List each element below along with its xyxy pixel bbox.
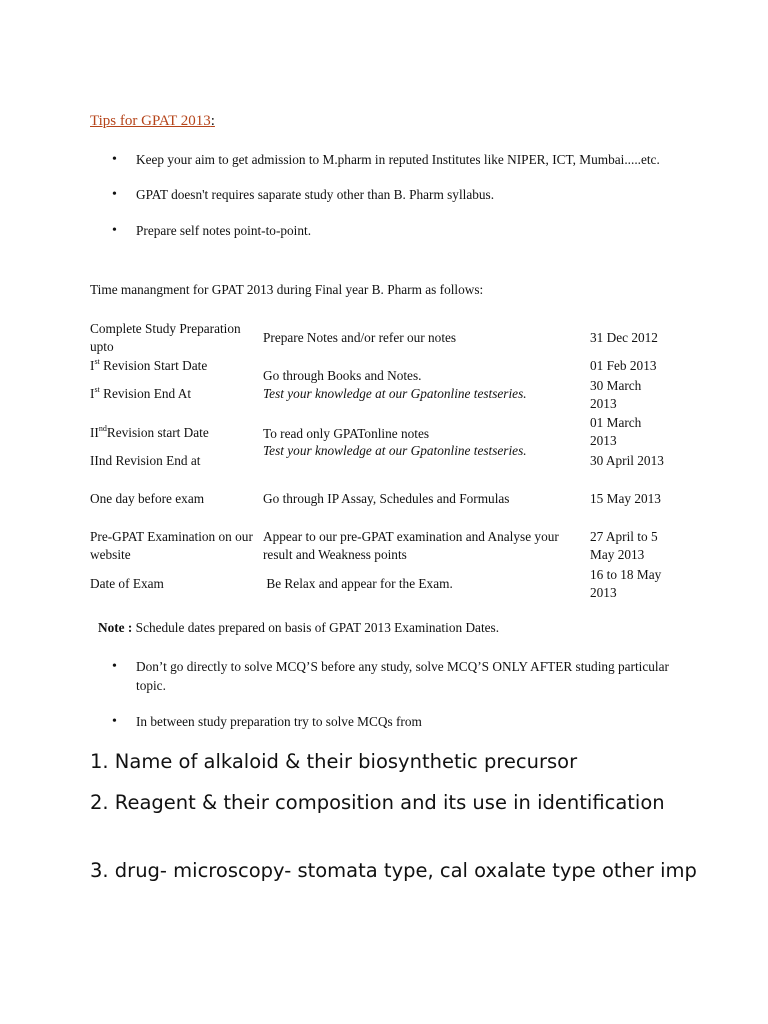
study-prep-date: 31 Dec 2012	[590, 330, 658, 345]
list-item: • Keep your aim to get admission to M.pharm in reputed Institutes like NIPER, ICT, Mumbai.....etc.	[112, 150, 672, 169]
rev2-start-label: IIndRevision start Date	[90, 424, 209, 440]
tips-list	[112, 150, 672, 240]
list-item: • In between study preparation try to solve MCQs from	[112, 712, 682, 731]
advice-list	[112, 657, 682, 731]
rev2-action: To read only GPATonline notes	[263, 426, 430, 441]
rev2-action-note: Test your knowledge at our Gpatonline testseries.	[263, 443, 527, 458]
study-prep-action: Prepare Notes and/or refer our notes	[263, 330, 457, 345]
day-before-action: Go through IP Assay, Schedules and Formulas	[263, 491, 510, 506]
schedule-note	[98, 620, 499, 636]
document-title: Tips for GPAT 2013:	[90, 113, 215, 129]
pre-gpat-action: Appear to our pre-GPAT examination and Analyse your result and Weakness points	[263, 529, 559, 562]
rev1-start-date: 01 Feb 2013	[590, 358, 657, 373]
rev1-end-label: Ist Revision End At	[90, 385, 192, 401]
exam-label: Date of Exam	[90, 576, 164, 591]
schedule-intro: Time manangment for GPAT 2013 during Final year B. Pharm as follows:	[90, 282, 484, 297]
rev1-action: Go through Books and Notes.	[263, 368, 422, 383]
topic-3: 3. drug- microscopy- stomata type, cal oxalate type other imp	[90, 859, 697, 882]
rev1-end-date: 30 March 2013	[590, 378, 642, 411]
day-before-label: One day before exam	[90, 491, 205, 506]
rev1-start-label: Ist Revision Start Date	[90, 357, 208, 373]
exam-action: Be Relax and appear for the Exam.	[263, 576, 453, 591]
day-before-date: 15 May 2013	[590, 491, 661, 506]
rev2-end-date: 30 April 2013	[590, 453, 664, 468]
rev2-start-date: 01 March 2013	[590, 415, 642, 448]
topic-1: 1. Name of alkaloid & their biosynthetic precursor	[90, 750, 578, 773]
rev2-end-label: IInd Revision End at	[90, 453, 201, 468]
rev1-action-note: Test your knowledge at our Gpatonline testseries.	[263, 386, 527, 401]
topic-2: 2. Reagent & their composition and its use in identification	[90, 791, 665, 814]
pre-gpat-date: 27 April to 5 May 2013	[590, 529, 658, 562]
list-item: • Prepare self notes point-to-point.	[112, 221, 672, 240]
exam-date: 16 to 18 May 2013	[590, 567, 662, 600]
title-suffix: :	[210, 113, 215, 129]
list-item: • GPAT doesn't requires saparate study other than B. Pharm syllabus.	[112, 185, 672, 204]
study-prep-label: Complete Study Preparation upto	[90, 321, 241, 354]
pre-gpat-label: Pre-GPAT Examination on our website	[90, 529, 253, 562]
note-text: Schedule dates prepared on basis of GPAT 2013 Examination Dates.	[132, 620, 500, 635]
list-item: • Don’t go directly to solve MCQ’S before any study, solve MCQ’S ONLY AFTER studing particular topic.	[112, 657, 682, 695]
note-label: Note :	[98, 620, 133, 635]
